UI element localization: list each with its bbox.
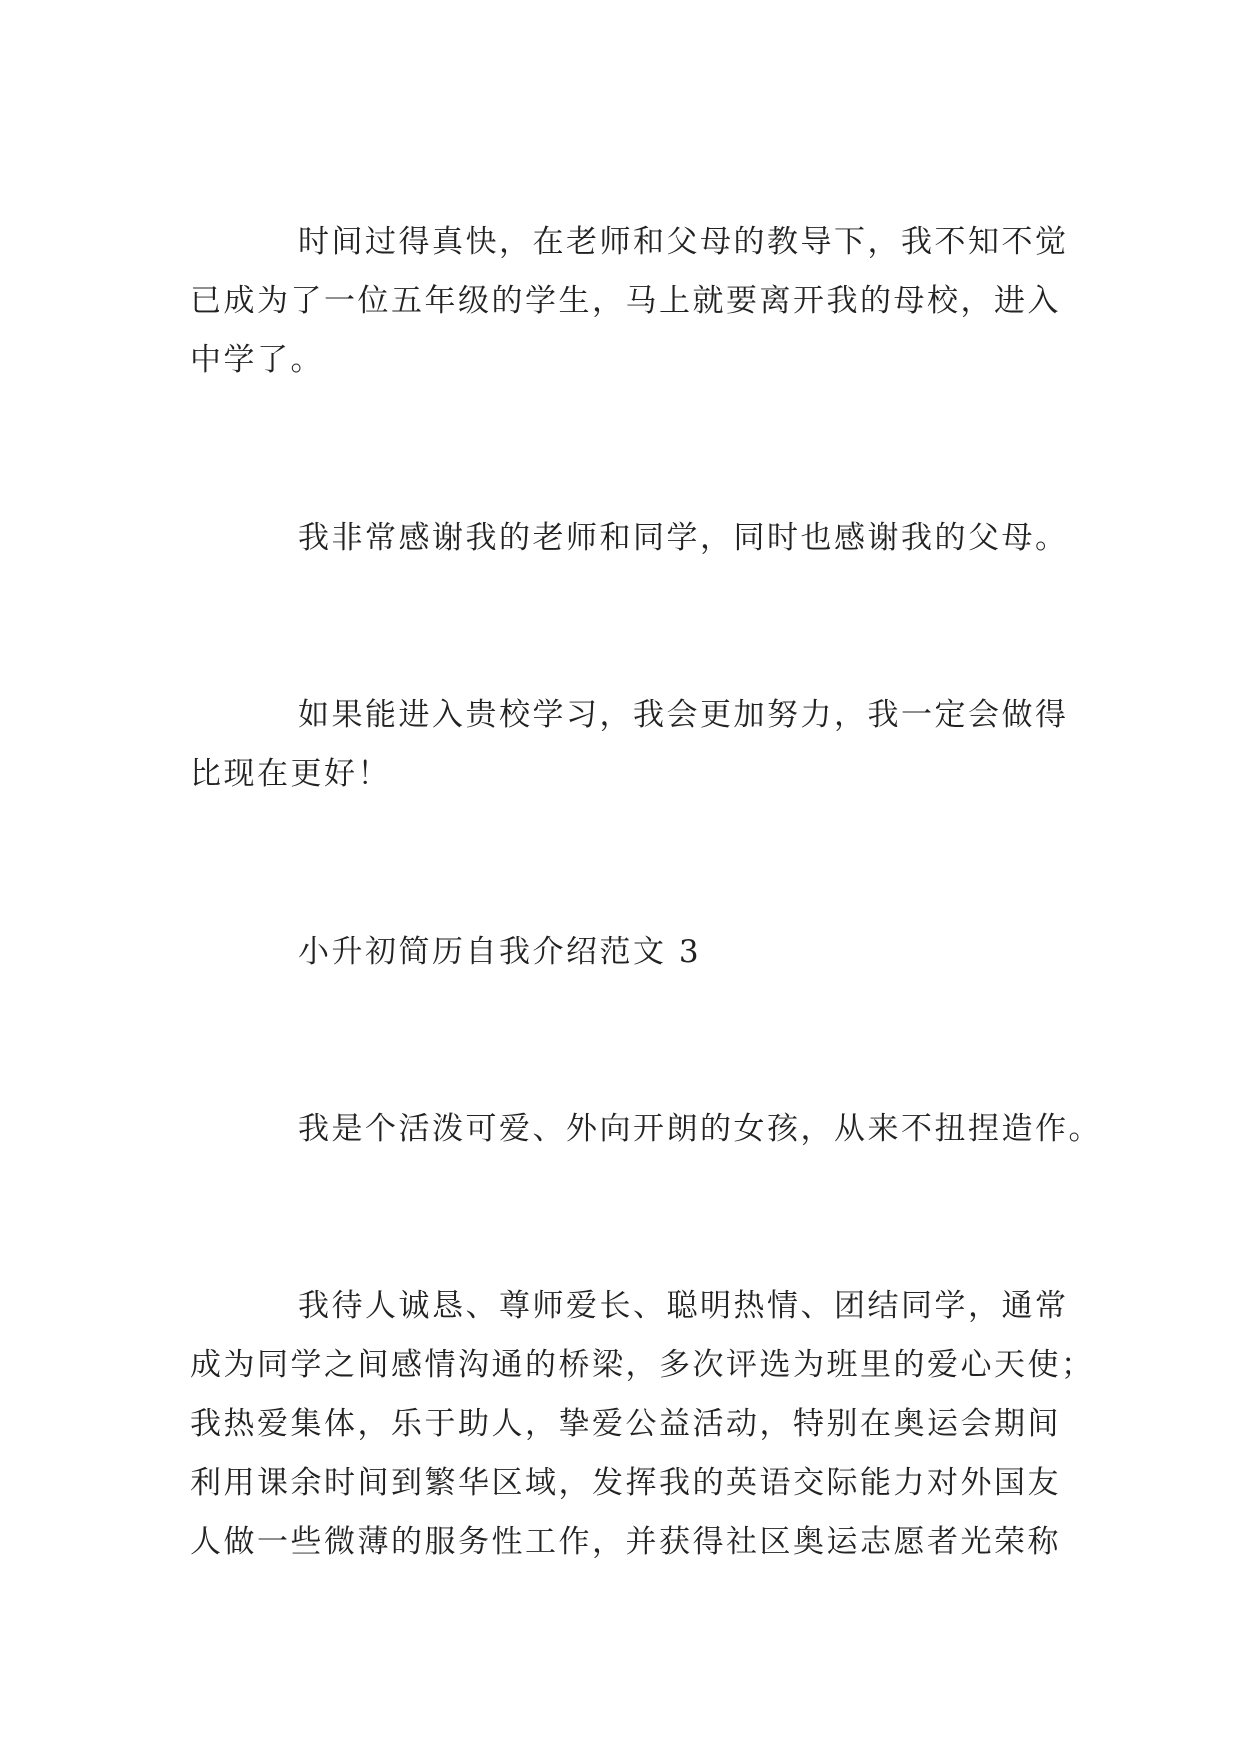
section-heading-text: 小升初简历自我介绍范文 3 xyxy=(298,934,702,970)
paragraph-3 xyxy=(190,686,1069,804)
paragraph-5 xyxy=(190,1100,1102,1159)
paragraph-line: 人做一些微薄的服务性工作，并获得社区奥运志愿者光荣称 xyxy=(190,1524,1061,1560)
paragraph-line: 中学了。 xyxy=(190,342,324,378)
paragraph-6 xyxy=(190,1277,1095,1572)
paragraph-line: 我非常感谢我的老师和同学，同时也感谢我的父母。 xyxy=(298,520,1069,556)
paragraph-2 xyxy=(190,509,1069,568)
paragraph-1 xyxy=(190,213,1069,390)
paragraph-line: 我是个活泼可爱、外向开朗的女孩，从来不扭捏造作。 xyxy=(298,1111,1102,1147)
paragraph-line: 我热爱集体，乐于助人，挚爱公益活动，特别在奥运会期间 xyxy=(190,1406,1061,1442)
section-heading xyxy=(190,923,1060,982)
paragraph-line: 已成为了一位五年级的学生，马上就要离开我的母校，进入 xyxy=(190,283,1061,319)
paragraph-line: 比现在更好！ xyxy=(190,756,391,792)
paragraph-line: 时间过得真快，在老师和父母的教导下，我不知不觉 xyxy=(298,224,1069,260)
paragraph-line: 我待人诚恳、尊师爱长、聪明热情、团结同学，通常 xyxy=(298,1288,1069,1324)
paragraph-line: 如果能进入贵校学习，我会更加努力，我一定会做得 xyxy=(298,697,1069,733)
paragraph-line: 利用课余时间到繁华区域，发挥我的英语交际能力对外国友 xyxy=(190,1465,1061,1501)
paragraph-line: 成为同学之间感情沟通的桥梁，多次评选为班里的爱心天使； xyxy=(190,1347,1095,1383)
